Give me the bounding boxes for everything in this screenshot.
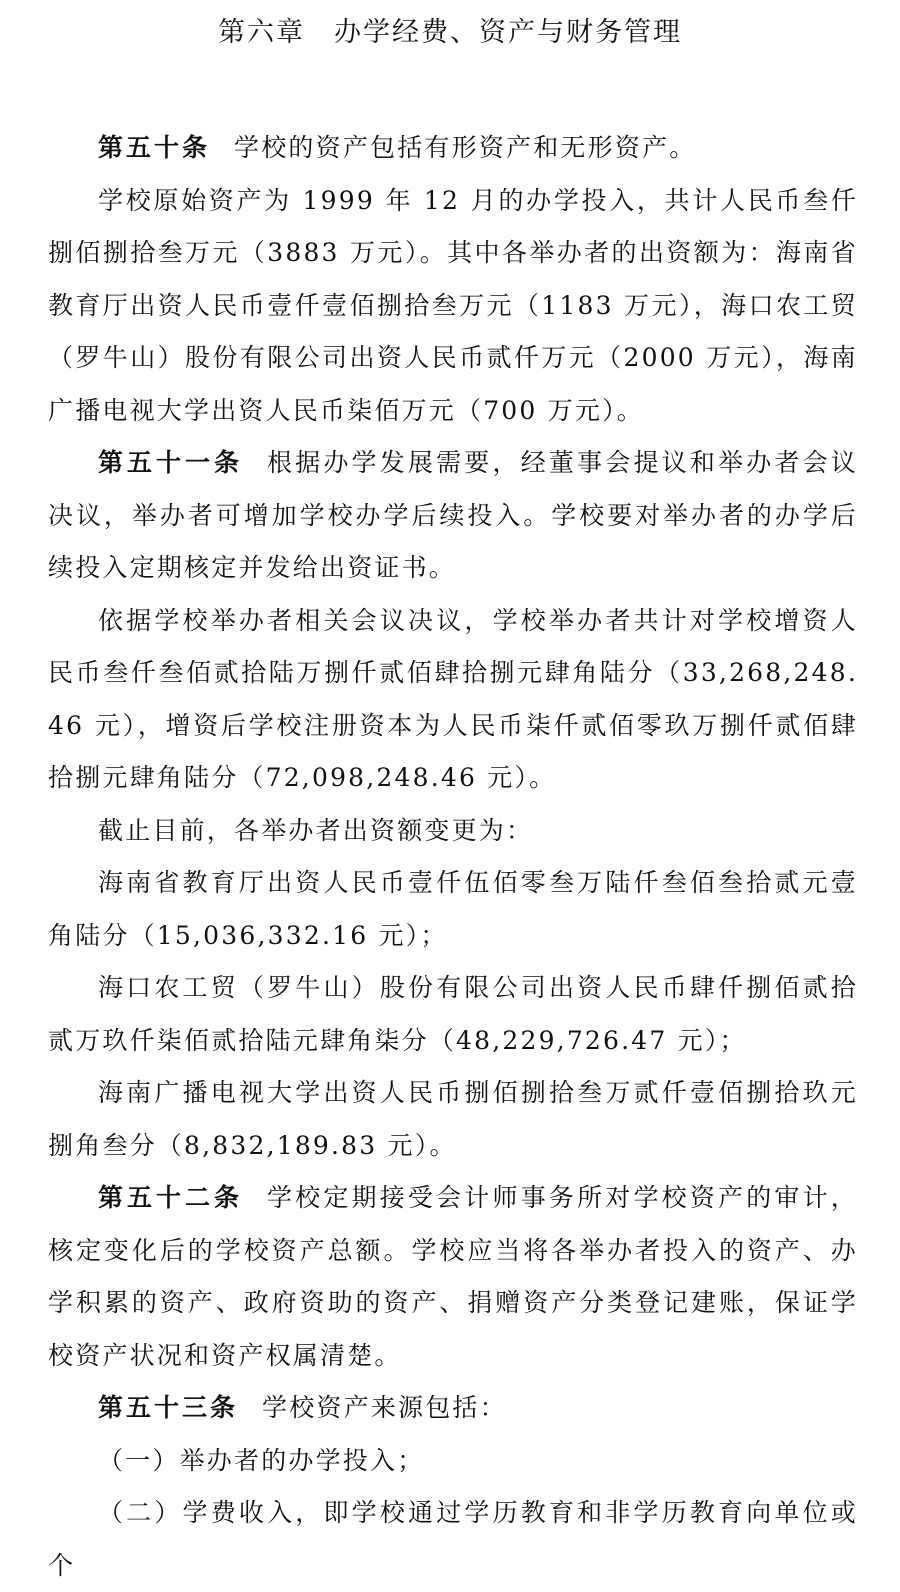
- article-label: 第五十三条: [98, 1393, 239, 1422]
- article-label: 第五十条: [98, 133, 211, 162]
- paragraph-text: 学校的资产包括有形资产和无形资产。: [234, 133, 697, 162]
- article-53-paragraph: [48, 1382, 858, 1435]
- paragraph-text: 学校原始资产为 1999 年 12 月的办学投入，共计人民币叁仟捌佰捌拾叁万元（3883 万元）。其中各举办者的出资额为：海南省教育厅出资人民币壹仟壹佰捌拾叁万元（1183 万元），海口农工贸（罗牛山）股份有限公司出资人民币贰仟万元（2000 万元），海南广播电视大学出资人民币柒佰万元（700 万元）。: [48, 185, 858, 425]
- article-51-paragraph: [48, 437, 858, 595]
- contribution-luoniushan: [48, 962, 858, 1067]
- asset-source-item-2: [48, 1487, 858, 1592]
- paragraph-text: 海南广播电视大学出资人民币捌佰捌拾叁万贰仟壹佰捌拾玖元捌角叁分（8,832,189.83 元）。: [48, 1078, 858, 1160]
- paragraph-text: 学校定期接受会计师事务所对学校资产的审计，核定变化后的学校资产总额。学校应当将各举办者投入的资产、办学积累的资产、政府资助的资产、捐赠资产分类登记建账，保证学校资产状况和资产权属清楚。: [48, 1183, 858, 1370]
- document-body: [48, 122, 858, 1592]
- paragraph-text: 依据学校举办者相关会议决议，学校举办者共计对学校增资人民币叁仟叁佰贰拾陆万捌仟贰佰肆拾捌元肆角陆分（33,268,248.46 元），增资后学校注册资本为人民币柒仟贰佰零玖万捌仟贰佰肆拾捌元肆角陆分（72,098,248.46 元）。: [48, 605, 858, 792]
- paragraph-text: 截止目前，各举办者出资额变更为：: [98, 815, 534, 845]
- original-assets-paragraph: [48, 175, 858, 438]
- article-52-paragraph: [48, 1172, 858, 1382]
- article-label: 第五十一条: [98, 448, 243, 477]
- paragraph-text: （一）举办者的办学投入；: [98, 1445, 425, 1475]
- paragraph-text: 海南省教育厅出资人民币壹仟伍佰零叁万陆仟叁佰叁拾贰元壹角陆分（15,036,332.16 元）；: [48, 868, 858, 950]
- paragraph-text: （二）学费收入，即学校通过学历教育和非学历教育向单位或个: [48, 1498, 858, 1580]
- contribution-radio-tv-university: [48, 1067, 858, 1172]
- asset-source-item-1: [48, 1435, 858, 1488]
- paragraph-text: 学校资产来源包括：: [262, 1393, 507, 1422]
- contribution-education-dept: [48, 857, 858, 962]
- current-contributions-intro: [48, 805, 858, 858]
- chapter-title: 第六章 办学经费、资产与财务管理: [218, 17, 682, 48]
- capital-increase-paragraph: [48, 595, 858, 805]
- paragraph-text: 海口农工贸（罗牛山）股份有限公司出资人民币肆仟捌佰贰拾贰万玖仟柒佰贰拾陆元肆角柒分（48,229,726.47 元）；: [48, 973, 858, 1055]
- article-50-paragraph: [48, 122, 858, 175]
- paragraph-text: 根据办学发展需要，经董事会提议和举办者会议决议，举办者可增加学校办学后续投入。学校要对举办者的办学后续投入定期核定并发给出资证书。: [48, 448, 858, 582]
- article-label: 第五十二条: [98, 1183, 243, 1212]
